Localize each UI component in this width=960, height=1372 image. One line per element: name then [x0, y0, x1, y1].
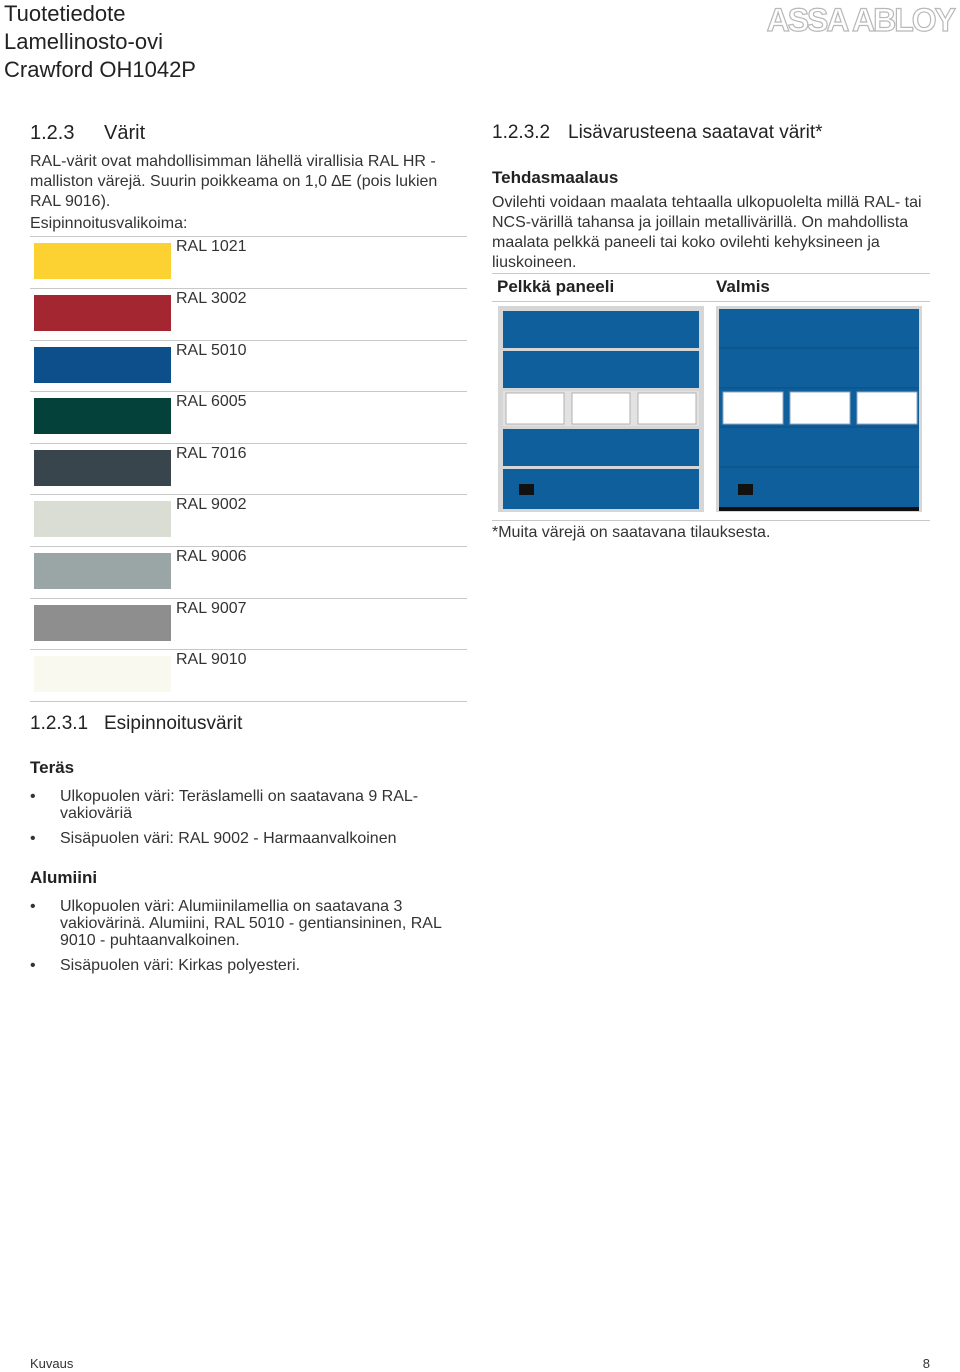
- swatch-row: [30, 391, 467, 444]
- color-swatch: [34, 553, 171, 589]
- color-swatch: [34, 450, 171, 486]
- swatch-row: [30, 236, 467, 289]
- swatch-row: [30, 649, 467, 702]
- factory-paint-subheading: Tehdasmaalaus: [492, 168, 619, 187]
- title-line-3: Crawford OH1042P: [4, 57, 196, 82]
- swatch-label: RAL 9006: [176, 548, 247, 565]
- section-title: Lisävarusteena saatavat värit*: [568, 122, 823, 143]
- swatch-label: RAL 6005: [176, 393, 247, 410]
- color-swatch: [34, 605, 171, 641]
- color-swatch: [34, 347, 171, 383]
- steel-bullet-list: [30, 788, 440, 855]
- color-swatch: [34, 398, 171, 434]
- door-finished-illustration: [716, 306, 924, 514]
- section-title: Värit: [104, 122, 146, 144]
- column-header-finished: Valmis: [716, 277, 770, 296]
- section-number: 1.2.3: [30, 122, 75, 144]
- section-number: 1.2.3.2: [492, 122, 551, 143]
- footnote: *Muita värejä on saatavana tilauksesta.: [492, 524, 771, 541]
- swatch-label: RAL 7016: [176, 445, 247, 462]
- swatch-label: RAL 9002: [176, 496, 247, 513]
- section-extra-heading: [492, 122, 823, 144]
- document-title: [4, 0, 196, 84]
- table-top-rule: [492, 273, 930, 274]
- color-swatch: [34, 656, 171, 692]
- swatch-row: [30, 598, 467, 651]
- color-swatch: [34, 295, 171, 331]
- section-colors-heading: [30, 122, 145, 145]
- swatch-row: [30, 443, 467, 496]
- swatch-label: RAL 1021: [176, 238, 247, 255]
- color-swatch: [34, 501, 171, 537]
- factory-paint-text: Ovilehti voidaan maalata tehtaalla ulkopuolelta millä RAL- tai NCS-värillä tahansa ja joillain metallivärillä. On mahdollista maalata pelkkä paneeli tai koko ovilehti kehyksineen ja liuskoineen.: [492, 194, 922, 271]
- aluminium-bullet-list: [30, 898, 450, 982]
- column-header-panel-only: Pelkkä paneeli: [497, 277, 615, 296]
- swatch-label: RAL 9007: [176, 600, 247, 617]
- color-swatch: [34, 243, 171, 279]
- section-primer-heading: [30, 713, 242, 735]
- aluminium-heading: Alumiini: [30, 868, 98, 887]
- title-line-1: Tuotetiedote: [4, 1, 126, 26]
- swatch-label: RAL 3002: [176, 290, 247, 307]
- swatch-list-bottom-rule: [30, 701, 467, 702]
- list-item: • Ulkopuolen väri: Alumiinilamellia on saatavana 3 vakiovärinä. Alumiini, RAL 5010 - gentiansininen, RAL 9010 - puhtaanvalkoinen.: [30, 898, 450, 949]
- assa-abloy-logo: ASSA ABLOY: [766, 2, 954, 38]
- section-title: Esipinnoitusvärit: [104, 713, 243, 734]
- swatch-row: [30, 340, 467, 393]
- colors-intro: RAL-värit ovat mahdollisimman lähellä virallisia RAL HR -malliston värejä. Suurin poikkeama on 1,0 ∆E (pois lukien RAL 9016).: [30, 153, 438, 210]
- list-item: • Sisäpuolen väri: Kirkas polyesteri.: [30, 957, 450, 974]
- list-item: • Ulkopuolen väri: Teräslamelli on saatavana 9 RAL-vakioväriä: [30, 788, 440, 822]
- swatch-label: RAL 9010: [176, 651, 247, 668]
- steel-heading: Teräs: [30, 758, 75, 777]
- palette-label: Esipinnoitusvalikoima:: [30, 215, 188, 232]
- table-bottom-rule: [492, 520, 930, 521]
- swatch-row: [30, 546, 467, 599]
- swatch-row: [30, 494, 467, 547]
- footer-section-label: Kuvaus: [30, 1356, 74, 1371]
- swatch-row: [30, 288, 467, 341]
- list-item: • Sisäpuolen väri: RAL 9002 - Harmaanvalkoinen: [30, 830, 440, 847]
- table-header-rule: [492, 301, 930, 302]
- door-panel-only-illustration: [498, 306, 706, 514]
- title-line-2: Lamellinosto-ovi: [4, 29, 163, 54]
- swatch-label: RAL 5010: [176, 342, 247, 359]
- page-number: 8: [922, 1356, 930, 1371]
- section-number: 1.2.3.1: [30, 713, 89, 734]
